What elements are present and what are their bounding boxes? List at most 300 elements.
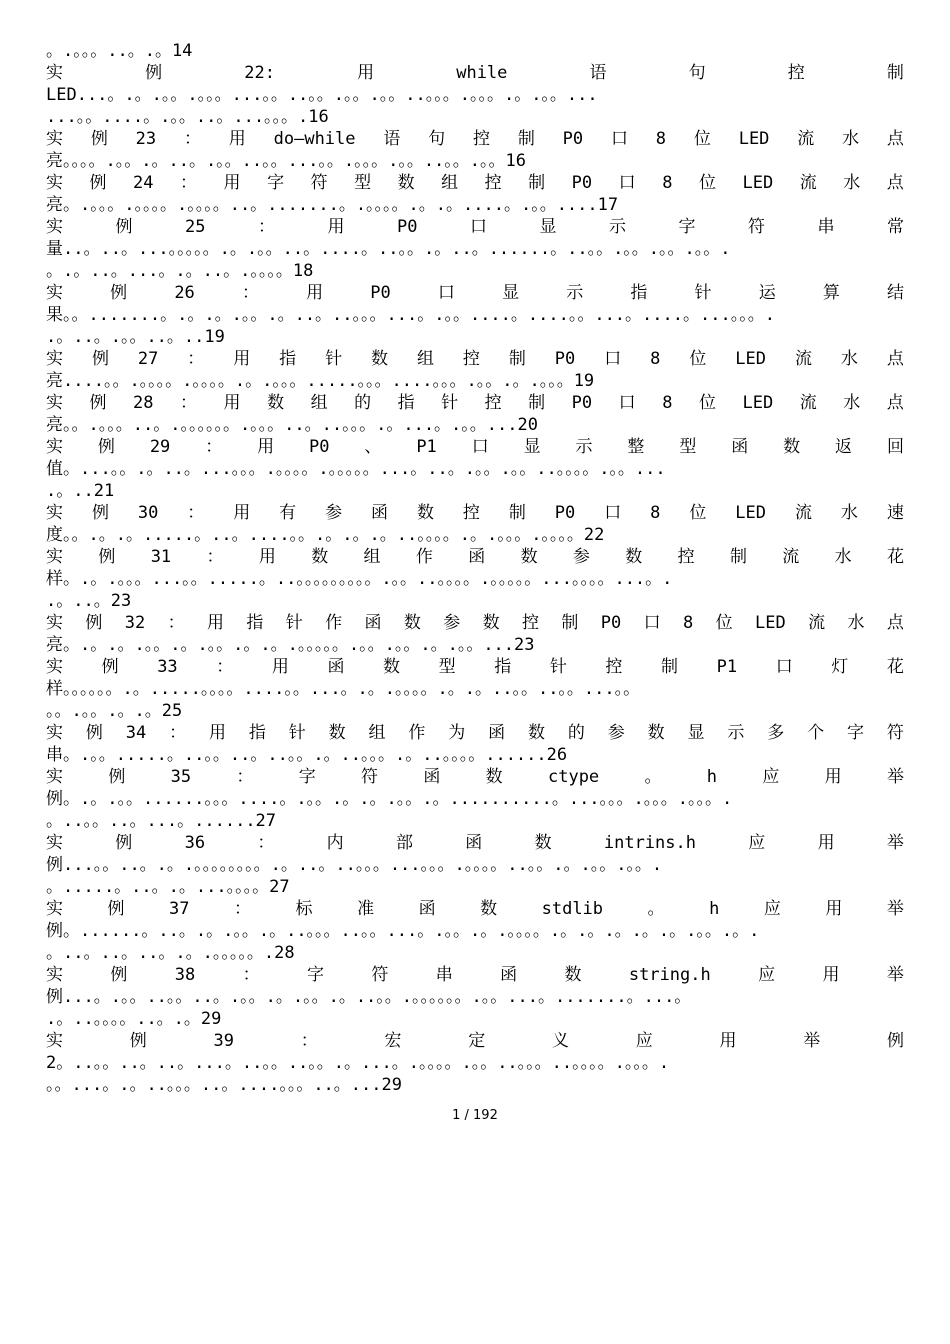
toc-token: 字 bbox=[678, 217, 696, 237]
toc-token: P0 bbox=[554, 349, 576, 369]
toc-token: 串 bbox=[435, 965, 453, 985]
toc-token: 数 bbox=[485, 767, 503, 787]
toc-line: 值。...。。.。..。...。。。.。。。。.。。。。。...。..。.。。.。。..。。。。.。。... bbox=[46, 459, 666, 479]
toc-token: 定 bbox=[468, 1031, 486, 1051]
toc-token: 控 bbox=[462, 349, 480, 369]
toc-token: 用 bbox=[271, 657, 289, 677]
toc-line bbox=[46, 502, 904, 524]
toc-token: 应 bbox=[763, 899, 781, 919]
toc-token: 指 bbox=[279, 349, 297, 369]
toc-token: 数 bbox=[480, 899, 498, 919]
toc-token: 显 bbox=[539, 217, 557, 237]
toc-token: 举 bbox=[886, 899, 904, 919]
toc-token: LED bbox=[735, 349, 766, 369]
toc-token: 用 bbox=[208, 723, 226, 743]
toc-token: 实 bbox=[46, 965, 63, 985]
toc-token: P1 bbox=[716, 657, 738, 677]
toc-token: 数 bbox=[371, 349, 389, 369]
toc-token: 流 bbox=[808, 613, 826, 633]
toc-token: 点 bbox=[886, 393, 904, 413]
toc-line bbox=[46, 62, 904, 84]
toc-line bbox=[46, 722, 904, 744]
toc-token: 实 bbox=[46, 437, 63, 457]
toc-token: 例 bbox=[145, 63, 163, 83]
toc-token: 义 bbox=[551, 1031, 569, 1051]
toc-token: 数 bbox=[520, 547, 538, 567]
toc-token: intrins.h bbox=[603, 833, 696, 853]
toc-line bbox=[46, 348, 904, 370]
toc-token: ： bbox=[216, 657, 234, 677]
toc-token: 字 bbox=[267, 173, 285, 193]
toc-token: 针 bbox=[288, 723, 306, 743]
toc-token: 实 bbox=[46, 1031, 63, 1051]
toc-token: ： bbox=[242, 965, 260, 985]
toc-token: 例 bbox=[108, 767, 126, 787]
toc-token: 函 bbox=[488, 723, 506, 743]
toc-line: .。..。。。。..。.。29 bbox=[46, 1009, 222, 1029]
toc-entry[interactable] bbox=[46, 898, 904, 964]
toc-token: 制 bbox=[508, 349, 526, 369]
toc-line bbox=[46, 656, 904, 678]
toc-token: 指 bbox=[248, 723, 266, 743]
toc-token: 水 bbox=[847, 613, 865, 633]
toc-token: 点 bbox=[886, 613, 904, 633]
toc-token: 函 bbox=[371, 503, 389, 523]
toc-token: 数 bbox=[534, 833, 552, 853]
toc-token: 例 bbox=[886, 1031, 904, 1051]
toc-entry[interactable] bbox=[46, 282, 904, 348]
toc-token: P0 bbox=[571, 173, 593, 193]
toc-token: P0 bbox=[370, 283, 391, 303]
toc-token: 用 bbox=[824, 767, 842, 787]
toc-token: 例 bbox=[110, 965, 128, 985]
toc-token: 口 bbox=[775, 657, 793, 677]
toc-token: 例 bbox=[90, 129, 108, 149]
toc-token: 函 bbox=[731, 437, 749, 457]
toc-token: LED bbox=[742, 393, 774, 413]
toc-token: 用 bbox=[233, 503, 251, 523]
toc-line bbox=[46, 766, 904, 788]
toc-token: 流 bbox=[794, 503, 812, 523]
toc-token: 位 bbox=[698, 393, 716, 413]
toc-token: 显 bbox=[687, 723, 705, 743]
toc-line: 量..。..。...。。。。。.。.。。..。....。..。。.。..。......。..。。.。。.。。.。。. bbox=[46, 239, 731, 259]
toc-token: 结 bbox=[887, 283, 904, 303]
toc-token: 举 bbox=[886, 767, 904, 787]
toc-line: LED...。.。.。。.。。。...。。..。。.。。.。。..。。。.。。。.。.。。... bbox=[46, 85, 598, 105]
toc-token: 控 bbox=[521, 613, 539, 633]
toc-token: 控 bbox=[473, 129, 490, 149]
toc-token: stdlib bbox=[541, 899, 604, 919]
toc-token: 33 bbox=[157, 657, 178, 677]
toc-entry[interactable] bbox=[46, 216, 904, 282]
toc-entry[interactable] bbox=[46, 128, 904, 172]
toc-line bbox=[46, 392, 904, 414]
toc-token: 数 bbox=[527, 723, 545, 743]
toc-token: 内 bbox=[326, 833, 344, 853]
toc-entry[interactable] bbox=[46, 964, 904, 1030]
toc-token: 针 bbox=[285, 613, 303, 633]
toc-token: 8 bbox=[662, 173, 673, 193]
toc-token: 例 bbox=[98, 547, 116, 567]
toc-token: 口 bbox=[618, 173, 636, 193]
toc-token: 作 bbox=[325, 613, 343, 633]
toc-token: 例 bbox=[115, 833, 133, 853]
toc-entry[interactable] bbox=[46, 348, 904, 392]
toc-token: 返 bbox=[835, 437, 853, 457]
toc-token: 25 bbox=[185, 217, 206, 237]
toc-token: 针 bbox=[549, 657, 567, 677]
toc-entry[interactable] bbox=[46, 1030, 904, 1096]
toc-token: 实 bbox=[46, 503, 63, 523]
toc-token: 控 bbox=[605, 657, 623, 677]
toc-token: 38 bbox=[174, 965, 196, 985]
toc-token: P0 bbox=[600, 613, 622, 633]
toc-token: 制 bbox=[528, 173, 546, 193]
toc-line: .。..。23 bbox=[46, 591, 132, 611]
toc-token: 实 bbox=[46, 129, 63, 149]
toc-token: 29 bbox=[149, 437, 171, 457]
toc-token: 位 bbox=[689, 349, 707, 369]
toc-token: 例 bbox=[89, 393, 107, 413]
toc-line: 。..。..。..。.。.。。。。。.28 bbox=[46, 943, 295, 963]
toc-token: 口 bbox=[604, 503, 622, 523]
toc-token: 算 bbox=[822, 283, 840, 303]
toc-line: 样。。。。。。.。.....。。。。....。。...。.。.。。。。.。.。..。。..。。...。。 bbox=[46, 679, 641, 699]
toc-token: 实 bbox=[46, 283, 63, 303]
toc-line bbox=[46, 128, 904, 150]
toc-token: 指 bbox=[397, 393, 415, 413]
toc-token: 花 bbox=[886, 657, 904, 677]
toc-token: 函 bbox=[327, 657, 345, 677]
toc-token: 函 bbox=[465, 833, 483, 853]
toc-line bbox=[46, 436, 904, 458]
toc-token: 水 bbox=[843, 393, 861, 413]
toc-token: 例 bbox=[107, 899, 125, 919]
toc-token: 点 bbox=[886, 349, 904, 369]
toc-token: 用 bbox=[223, 173, 241, 193]
toc-token: ： bbox=[187, 503, 205, 523]
toc-token: 例 bbox=[91, 349, 109, 369]
toc-token: 型 bbox=[354, 173, 372, 193]
toc-line: .。..。.。。..。..19 bbox=[46, 327, 225, 347]
toc-entry[interactable] bbox=[46, 766, 904, 832]
toc-token: 函 bbox=[423, 767, 441, 787]
toc-entry[interactable] bbox=[46, 62, 904, 128]
toc-token: 组 bbox=[368, 723, 386, 743]
toc-token: 数 bbox=[482, 613, 500, 633]
toc-token: 8 bbox=[650, 503, 661, 523]
toc-token: 标 bbox=[295, 899, 313, 919]
toc-token: 整 bbox=[627, 437, 645, 457]
toc-token: 数 bbox=[647, 723, 665, 743]
toc-token: 用 bbox=[206, 613, 224, 633]
table-of-contents bbox=[46, 40, 904, 1096]
toc-token: 用 bbox=[719, 1031, 737, 1051]
toc-line: 。..。。..。...。......27 bbox=[46, 811, 277, 831]
toc-token: 流 bbox=[797, 129, 815, 149]
toc-token: 口 bbox=[604, 349, 622, 369]
toc-line: 亮。。.。。。..。.。。。。。。.。。。..。..。。。.。...。.。。...20 bbox=[46, 415, 538, 435]
toc-line: 亮。.。.。.。。.。.。。.。.。.。。。。。.。。.。。.。.。。...23 bbox=[46, 635, 535, 655]
toc-token: 实 bbox=[46, 217, 63, 237]
toc-token: 。 bbox=[647, 899, 665, 919]
toc-token: h bbox=[709, 899, 720, 919]
toc-token: 型 bbox=[679, 437, 697, 457]
toc-token: ： bbox=[300, 1031, 318, 1051]
toc-line bbox=[46, 282, 904, 304]
toc-token: 示 bbox=[566, 283, 584, 303]
toc-token: 符 bbox=[747, 217, 765, 237]
toc-token: 点 bbox=[886, 173, 904, 193]
toc-line: 度。。.。.。.....。..。....。。.。.。.。..。。。。.。.。。。.。。。。22 bbox=[46, 525, 605, 545]
toc-line: 。.....。..。.。...。。。。27 bbox=[46, 877, 290, 897]
toc-token: 串 bbox=[817, 217, 835, 237]
toc-line: 串。.。。.....。..。。..。..。。.。..。。。.。..。。。。......26 bbox=[46, 745, 568, 765]
toc-token: 口 bbox=[471, 437, 489, 457]
toc-token: 32 bbox=[124, 613, 146, 633]
toc-token: P1 bbox=[416, 437, 437, 457]
toc-token: ： bbox=[257, 217, 275, 237]
toc-token: 例 bbox=[97, 437, 115, 457]
toc-line bbox=[46, 612, 904, 634]
toc-token: do—while bbox=[273, 129, 356, 149]
toc-line bbox=[46, 172, 904, 194]
toc-token: P0 bbox=[396, 217, 418, 237]
toc-token: 宏 bbox=[384, 1031, 402, 1051]
toc-line: 亮。。。。.。。.。..。.。。..。。...。。.。。。.。。..。。.。。16 bbox=[46, 151, 526, 171]
toc-token: LED bbox=[754, 613, 786, 633]
toc-token: LED bbox=[742, 173, 774, 193]
toc-token: 显 bbox=[502, 283, 520, 303]
toc-token: 水 bbox=[843, 173, 861, 193]
toc-token: 口 bbox=[437, 283, 455, 303]
toc-token: 用 bbox=[223, 393, 241, 413]
toc-token: 例 bbox=[101, 657, 119, 677]
toc-token: 应 bbox=[635, 1031, 653, 1051]
toc-token: 举 bbox=[886, 965, 904, 985]
toc-token: 实 bbox=[46, 833, 63, 853]
toc-entry[interactable] bbox=[46, 502, 904, 546]
toc-token: 实 bbox=[46, 613, 63, 633]
toc-token: 用 bbox=[258, 547, 276, 567]
toc-token: 制 bbox=[661, 657, 679, 677]
toc-token: 制 bbox=[729, 547, 747, 567]
toc-token: ： bbox=[187, 349, 205, 369]
toc-token: 36 bbox=[184, 833, 206, 853]
toc-token: 灯 bbox=[831, 657, 849, 677]
toc-token: 用 bbox=[825, 899, 843, 919]
toc-token: 符 bbox=[361, 767, 379, 787]
toc-token: 口 bbox=[643, 613, 661, 633]
toc-token: 水 bbox=[840, 503, 858, 523]
toc-token: 个 bbox=[807, 723, 825, 743]
toc-token: 组 bbox=[441, 173, 459, 193]
toc-token: ： bbox=[183, 129, 201, 149]
toc-token: 举 bbox=[803, 1031, 821, 1051]
toc-token: 为 bbox=[448, 723, 466, 743]
toc-token: 位 bbox=[715, 613, 733, 633]
toc-token: 组 bbox=[310, 393, 328, 413]
toc-token: 型 bbox=[438, 657, 456, 677]
toc-token: 实 bbox=[46, 899, 63, 919]
toc-token: 流 bbox=[794, 349, 812, 369]
toc-token: 部 bbox=[395, 833, 413, 853]
toc-token: 数 bbox=[625, 547, 643, 567]
toc-token: 字 bbox=[846, 723, 864, 743]
toc-token: ： bbox=[169, 723, 187, 743]
toc-token: 实 bbox=[46, 723, 63, 743]
toc-token: 针 bbox=[325, 349, 343, 369]
toc-token: 符 bbox=[886, 723, 904, 743]
toc-line: 例。.。.。。......。。。....。.。。.。.。.。。.。..........。...。。。.。。。.。。。. bbox=[46, 789, 733, 809]
toc-token: 数 bbox=[383, 657, 401, 677]
toc-line: 。。.。。.。.。25 bbox=[46, 701, 183, 721]
toc-entry[interactable] bbox=[46, 436, 904, 502]
toc-token: 8 bbox=[682, 613, 694, 633]
toc-entry[interactable] bbox=[46, 656, 904, 722]
toc-token: 字 bbox=[306, 965, 324, 985]
toc-token: 参 bbox=[607, 723, 625, 743]
toc-token: 语 bbox=[383, 129, 401, 149]
toc-token: 语 bbox=[589, 63, 607, 83]
toc-token: LED bbox=[738, 129, 770, 149]
toc-token: 实 bbox=[46, 767, 63, 787]
toc-token: 用 bbox=[357, 63, 375, 83]
toc-token: 26 bbox=[174, 283, 195, 303]
toc-token: 显 bbox=[523, 437, 541, 457]
toc-token: 位 bbox=[698, 173, 716, 193]
toc-entry[interactable] bbox=[46, 392, 904, 436]
toc-line: .。..21 bbox=[46, 481, 115, 501]
toc-token: while bbox=[456, 63, 508, 83]
toc-token: ： bbox=[180, 393, 198, 413]
toc-token: 8 bbox=[650, 349, 661, 369]
toc-token: 例 bbox=[85, 723, 103, 743]
toc-token: 28 bbox=[133, 393, 154, 413]
toc-entry[interactable] bbox=[46, 172, 904, 216]
toc-entry[interactable] bbox=[46, 546, 904, 612]
toc-token: 句 bbox=[428, 129, 446, 149]
toc-line: 果。。.......。.。.。.。。.。..。..。。。...。.。。....。....。。...。....。...。。。. bbox=[46, 305, 775, 325]
toc-token: 用 bbox=[233, 349, 251, 369]
toc-line bbox=[46, 546, 904, 568]
toc-token: ctype bbox=[547, 767, 600, 787]
toc-token: 运 bbox=[758, 283, 776, 303]
toc-token: 31 bbox=[150, 547, 172, 567]
toc-line: 样。.。.。。。...。。.....。..。。。。。。。。。.。。..。。。。.。。。。。...。。。。...。. bbox=[46, 569, 673, 589]
toc-token: 流 bbox=[799, 173, 817, 193]
toc-token: 例 bbox=[85, 613, 103, 633]
toc-token: 的 bbox=[354, 393, 372, 413]
toc-token: 指 bbox=[494, 657, 512, 677]
toc-token: 数 bbox=[564, 965, 582, 985]
toc-line: 亮。.。。。.。。。。.。。。。..。.......。.。。。。.。.。....。.。。....17 bbox=[46, 195, 619, 215]
toc-token: 符 bbox=[310, 173, 328, 193]
toc-token: 水 bbox=[834, 547, 852, 567]
toc-token: 数 bbox=[397, 173, 415, 193]
toc-token: 位 bbox=[693, 129, 711, 149]
toc-token: 口 bbox=[610, 129, 628, 149]
toc-token: 用 bbox=[257, 437, 275, 457]
toc-entry[interactable] bbox=[46, 722, 904, 766]
toc-token: 实 bbox=[46, 657, 63, 677]
toc-token: 示 bbox=[575, 437, 593, 457]
toc-token: 实 bbox=[46, 63, 63, 83]
toc-token: ： bbox=[205, 437, 223, 457]
toc-token: 参 bbox=[325, 503, 343, 523]
toc-token: 口 bbox=[618, 393, 636, 413]
toc-token: 点 bbox=[886, 129, 904, 149]
toc-token: 有 bbox=[279, 503, 297, 523]
toc-entry[interactable] bbox=[46, 40, 904, 62]
toc-token: 控 bbox=[787, 63, 805, 83]
toc-line: 。。...。.。..。。。..。....。。。..。...29 bbox=[46, 1075, 402, 1095]
toc-token: 的 bbox=[567, 723, 585, 743]
toc-line bbox=[46, 964, 904, 986]
toc-token: ： bbox=[236, 767, 254, 787]
toc-token: 制 bbox=[561, 613, 579, 633]
toc-token: 函 bbox=[500, 965, 518, 985]
toc-token: h bbox=[706, 767, 718, 787]
toc-token: 例 bbox=[89, 173, 107, 193]
toc-entry[interactable] bbox=[46, 832, 904, 898]
toc-token: 例 bbox=[110, 283, 128, 303]
toc-token: 应 bbox=[762, 767, 780, 787]
toc-token: 制 bbox=[528, 393, 546, 413]
toc-token: 示 bbox=[727, 723, 745, 743]
toc-token: 用 bbox=[817, 833, 835, 853]
toc-token: 水 bbox=[842, 129, 860, 149]
toc-token: 实 bbox=[46, 349, 63, 369]
toc-token: 35 bbox=[170, 767, 192, 787]
toc-token: 数 bbox=[783, 437, 801, 457]
toc-token: 位 bbox=[689, 503, 707, 523]
toc-token: 数 bbox=[403, 613, 421, 633]
toc-token: 控 bbox=[484, 173, 502, 193]
toc-token: 实 bbox=[46, 547, 63, 567]
toc-token: 参 bbox=[443, 613, 461, 633]
toc-token: 27 bbox=[137, 349, 159, 369]
toc-line: 亮....。。.。。。。.。。。。.。.。。。.....。。。....。。。.。。.。.。。。19 bbox=[46, 371, 595, 391]
toc-line: 。.。..。...。.。..。.。。。。18 bbox=[46, 261, 314, 281]
toc-token: 作 bbox=[408, 723, 426, 743]
toc-token: P0 bbox=[309, 437, 330, 457]
toc-token: 函 bbox=[468, 547, 486, 567]
toc-token: 速 bbox=[886, 503, 904, 523]
toc-token: 用 bbox=[228, 129, 246, 149]
toc-line: 例。......。..。.。.。。.。..。。。..。。...。.。。.。.。。。。.。.。.。.。.。.。。.。. bbox=[46, 921, 760, 941]
toc-entry[interactable] bbox=[46, 612, 904, 656]
toc-token: 准 bbox=[357, 899, 375, 919]
toc-token: P0 bbox=[562, 129, 584, 149]
toc-token: 制 bbox=[517, 129, 535, 149]
toc-token: 例 bbox=[129, 1031, 147, 1051]
toc-token: 指 bbox=[246, 613, 264, 633]
toc-token: 应 bbox=[758, 965, 776, 985]
toc-token: 控 bbox=[484, 393, 502, 413]
toc-token: 举 bbox=[886, 833, 904, 853]
toc-token: 控 bbox=[677, 547, 695, 567]
toc-token: 、 bbox=[364, 437, 382, 457]
toc-token: ： bbox=[167, 613, 185, 633]
toc-token: 口 bbox=[469, 217, 487, 237]
toc-line bbox=[46, 832, 904, 854]
toc-token: 流 bbox=[782, 547, 800, 567]
toc-token: 函 bbox=[418, 899, 436, 919]
toc-line: 例...。。..。.。.。。。。。。。。.。..。..。。。...。。。.。。。。..。。.。.。。.。。. bbox=[46, 855, 663, 875]
toc-token: 控 bbox=[462, 503, 480, 523]
